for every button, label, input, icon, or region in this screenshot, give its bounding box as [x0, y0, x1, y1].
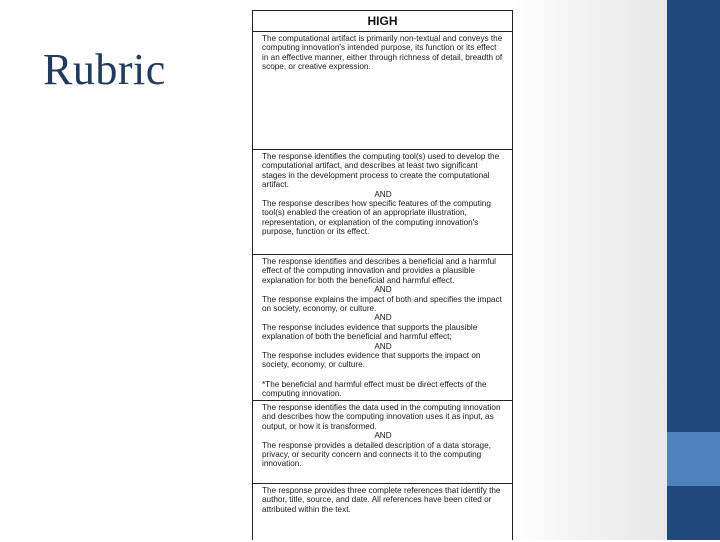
- rubric-and: AND: [374, 341, 392, 351]
- rubric-text: The response provides three complete references that identify the author, title, source, and date. All references have been cited or attributed within the text.: [262, 486, 501, 514]
- rubric-text: The computational artifact is primarily non-textual and conveys the computing innovation's intended purpose, its function or its effect in an effective manner, either through richness of detail, breadth of scope, or creative expression.: [262, 34, 503, 72]
- rubric-table: [252, 10, 513, 540]
- rubric-text: The response explains the impact of both and specifies the impact on society, economy, or culture.: [262, 294, 502, 314]
- rubric-text: The response identifies the data used in the computing innovation and describes how the computing innovation uses it as input, as output, or how it is transformed.: [262, 403, 501, 431]
- rubric-row-references: [253, 484, 512, 542]
- rubric-and: AND: [374, 189, 392, 199]
- rubric-row-artifact: [253, 32, 512, 150]
- rubric-and: AND: [374, 285, 392, 295]
- rubric-text: The response identifies the computing tool(s) used to develop the computational artifact, and describes at least two significant stages in the development process to create the computational artifact.: [262, 152, 500, 190]
- rubric-header: HIGH: [253, 11, 512, 32]
- rubric-text: The response identifies and describes a beneficial and a harmful effect of the computing innovation and provides a plausible explanation for both the beneficial and harmful effect.: [262, 257, 496, 285]
- background-gradient-panel: [514, 0, 667, 540]
- slide-title: Rubric: [43, 45, 166, 94]
- rubric-and: AND: [374, 431, 392, 441]
- rubric-row-effects: [253, 255, 512, 401]
- rubric-text: The response includes evidence that supports the impact on society, economy, or culture.: [262, 351, 481, 370]
- rubric-row-data: [253, 401, 512, 484]
- rubric-note: *The beneficial and harmful effect must be direct effects of the computing innovation.: [262, 379, 487, 399]
- rubric-and: AND: [374, 313, 392, 323]
- rubric-row-tools: [253, 150, 512, 255]
- rubric-text: The response provides a detailed description of a data storage, privacy, or security concern and connects it to the computing innovation.: [262, 440, 491, 469]
- rubric-text: The response describes how specific features of the computing tool(s) enabled the creation of an appropriate illustration, representation, or explanation of the computing innovation's purpose, function or its effect.: [262, 199, 491, 237]
- side-accent-block: [667, 432, 720, 486]
- rubric-text: The response includes evidence that supports the plausible explanation of both the beneficial and harmful effect;: [262, 322, 478, 342]
